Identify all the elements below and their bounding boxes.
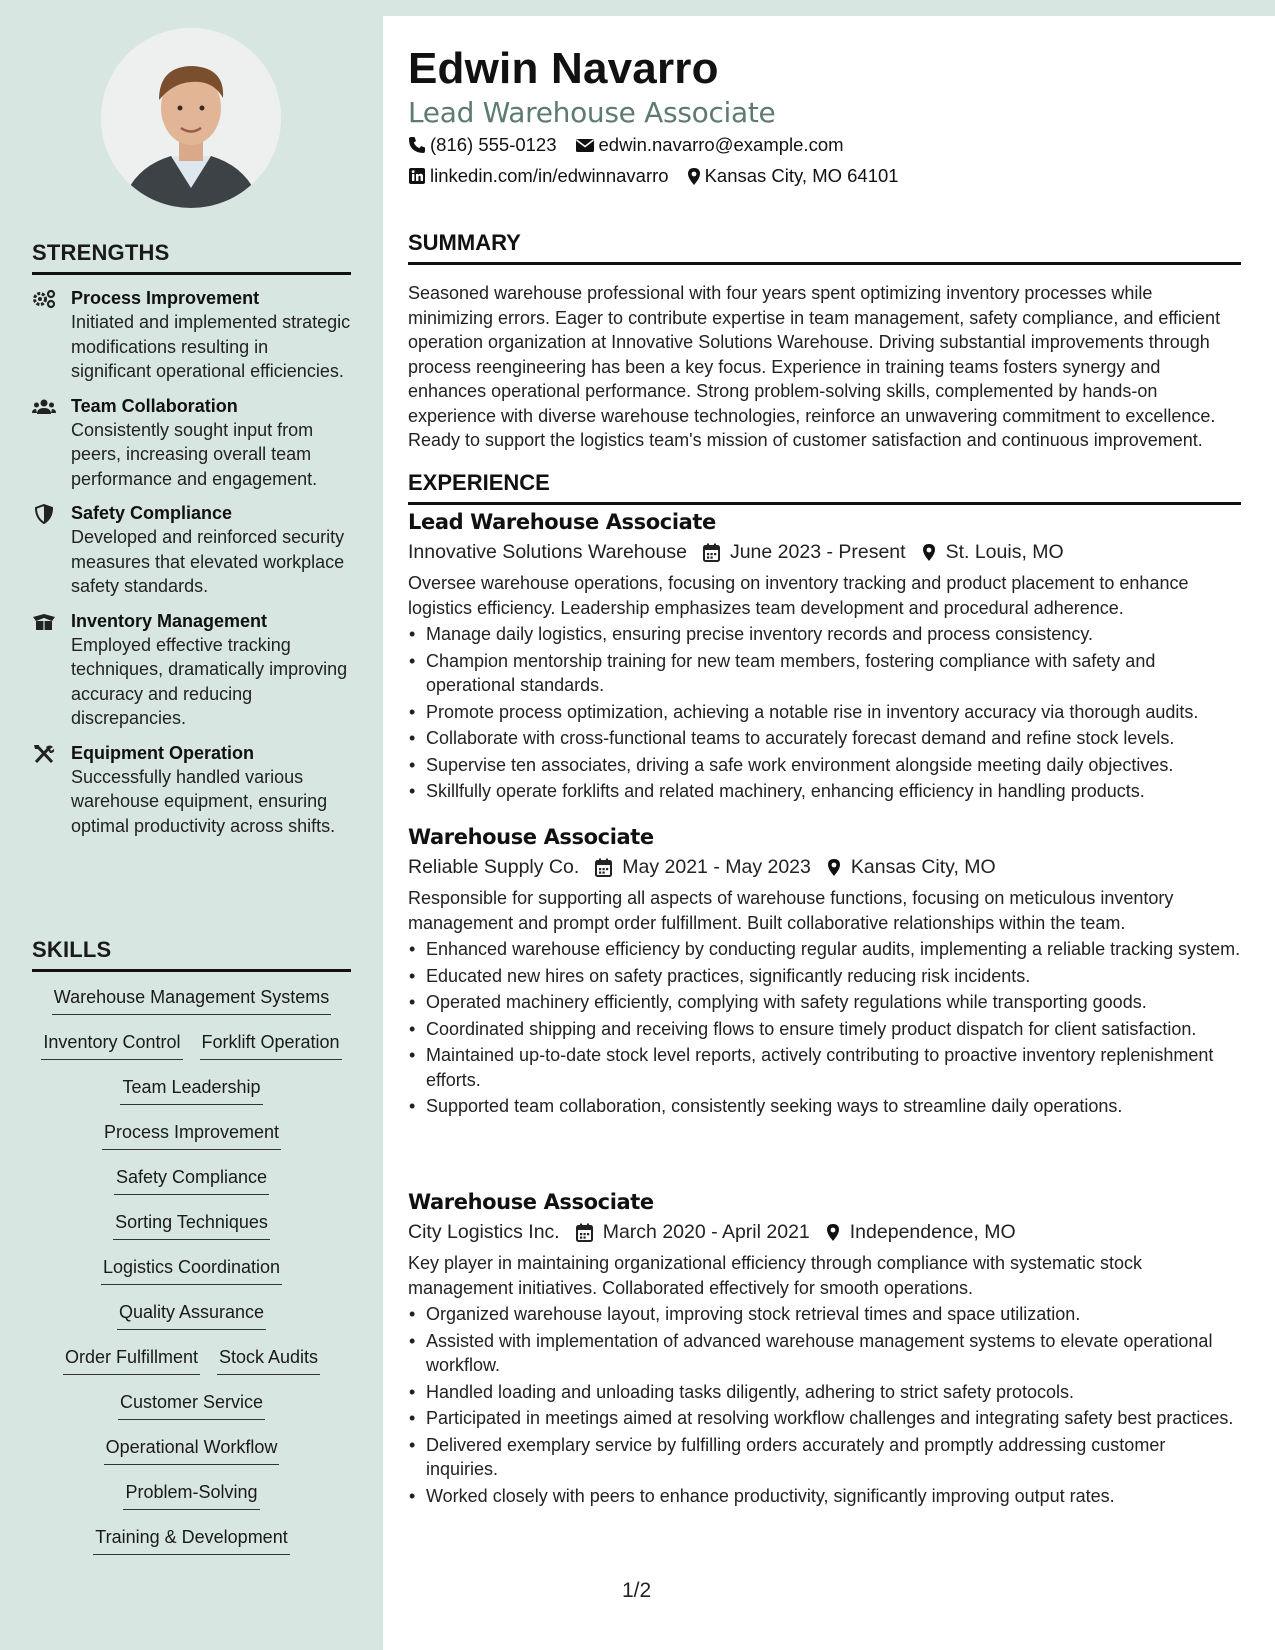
skill-tag: Stock Audits: [217, 1345, 320, 1375]
job-bullet: • Supported team collaboration, consistently seeking ways to streamline daily operations.: [408, 1094, 1241, 1119]
contact-row: [408, 134, 862, 156]
location-contact: [687, 165, 899, 187]
job-bullet: • Skillfully operate forklifts and related machinery, enhancing efficiency in handling products.: [408, 779, 1241, 804]
job-bullet: • Operated machinery efficiently, complying with safety regulations while transporting goods.: [408, 990, 1241, 1015]
job-bullet: • Worked closely with peers to enhance productivity, significantly improving output rates.: [408, 1484, 1241, 1509]
strengths-list: [32, 286, 351, 848]
summary-text: Seasoned warehouse professional with four years spent optimizing inventory processes while minimizing errors. Eager to contribute expertise in team management, safety compliance, and efficient operation organization at Innovative Solutions Warehouse. Driving substantial improvements through process reengineering has been a key focus. Experience in training teams fosters synergy and enhances operational performance. Strong problem-solving skills, complemented by hands-on experience with diverse warehouse technologies, reinforce an unwavering commitment to excellence. Ready to support the logistics team's mission of customer satisfaction and continuous improvement.: [408, 283, 1221, 450]
job-company: City Logistics Inc.: [408, 1221, 560, 1243]
job-dates: June 2023 - Present: [729, 541, 906, 563]
job-bullets: [408, 1302, 1241, 1508]
tools-icon: [32, 744, 56, 764]
summary-heading: SUMMARY: [408, 230, 1241, 265]
location-text: Kansas City, MO 64101: [704, 165, 899, 186]
linkedin-icon: [408, 167, 426, 185]
job-bullet: • Supervise ten associates, driving a safe work environment alongside meeting daily objectives.: [408, 753, 1241, 778]
envelope-icon: [575, 137, 595, 153]
shield-icon: [32, 504, 56, 524]
phone-contact[interactable]: [408, 134, 557, 156]
job-bullet: • Handled loading and unloading tasks diligently, adhering to strict safety protocols.: [408, 1380, 1241, 1405]
sidebar: [0, 0, 383, 1650]
strength-item: [32, 741, 351, 839]
job-bullet: • Assisted with implementation of advanced warehouse management systems to elevate operational workflow.: [408, 1329, 1241, 1378]
skill-tag: Process Improvement: [102, 1120, 281, 1150]
calendar-icon: [576, 1223, 593, 1242]
linkedin-contact[interactable]: [408, 165, 669, 187]
users-icon: [32, 397, 56, 417]
job-bullets: [408, 622, 1241, 804]
skill-tag: Forklift Operation: [200, 1030, 342, 1060]
strength-title: Equipment Operation: [71, 742, 255, 763]
skill-tag: Quality Assurance: [117, 1300, 266, 1330]
job-location: St. Louis, MO: [945, 541, 1064, 563]
job-role: Warehouse Associate: [408, 825, 654, 849]
job-company: Innovative Solutions Warehouse: [408, 541, 687, 563]
job-entry: [408, 508, 1241, 804]
email-contact[interactable]: [575, 134, 844, 156]
strength-item: [32, 394, 351, 492]
strength-item: [32, 286, 351, 384]
strengths-heading: STRENGTHS: [32, 240, 351, 275]
job-description: Key player in maintaining organizational efficiency through compliance with systematic stock management initiatives. Collaborated effectively for smooth operations.: [408, 1253, 1143, 1298]
job-bullet: • Manage daily logistics, ensuring precise inventory records and process consistency.: [408, 622, 1241, 647]
skills-heading: SKILLS: [32, 937, 351, 972]
profile-photo: [101, 28, 281, 208]
job-bullet: • Maintained up-to-date stock level reports, actively contributing to proactive inventory replenishment efforts.: [408, 1043, 1241, 1092]
profile-title: Lead Warehouse Associate: [408, 96, 776, 129]
box-open-icon: [32, 612, 56, 632]
skill-tag: Warehouse Management Systems: [52, 985, 331, 1015]
skill-tag: Problem-Solving: [123, 1480, 259, 1510]
job-dates: March 2020 - April 2021: [602, 1221, 810, 1243]
job-meta: [408, 539, 1241, 565]
job-location: Kansas City, MO: [850, 856, 996, 878]
profile-name: Edwin Navarro: [408, 44, 719, 93]
job-role: Lead Warehouse Associate: [408, 510, 716, 534]
skill-tag: Inventory Control: [41, 1030, 182, 1060]
map-pin-icon: [826, 1223, 840, 1242]
skill-tag: Training & Development: [93, 1525, 289, 1555]
job-entry: [408, 1188, 1241, 1508]
strength-desc: Successfully handled various warehouse equipment, ensuring optimal productivity across shifts.: [71, 766, 336, 836]
skill-tag: Order Fulfillment: [63, 1345, 200, 1375]
job-bullet: • Organized warehouse layout, improving stock retrieval times and space utilization.: [408, 1302, 1241, 1327]
skill-tag: Logistics Coordination: [101, 1255, 282, 1285]
job-location: Independence, MO: [849, 1221, 1016, 1243]
job-bullet: • Champion mentorship training for new team members, fostering compliance with safety and operational standards.: [408, 649, 1241, 698]
calendar-icon: [703, 543, 720, 562]
job-meta: [408, 854, 1241, 880]
contact-row-2: [408, 165, 917, 187]
job-bullet: • Educated new hires on safety practices, significantly reducing risk incidents.: [408, 964, 1241, 989]
job-entry: [408, 823, 1241, 1119]
job-description: Responsible for supporting all aspects of warehouse functions, focusing on meticulous inventory management and prompt order fulfillment. Built collaborative relationships within the team.: [408, 888, 1174, 933]
skill-tag: Operational Workflow: [104, 1435, 280, 1465]
job-bullet: • Promote process optimization, achieving a notable rise in inventory accuracy via thorough audits.: [408, 700, 1241, 725]
job-bullets: [408, 937, 1241, 1119]
skill-tag: Customer Service: [118, 1390, 265, 1420]
job-bullet: • Collaborate with cross-functional teams to accurately forecast demand and refine stock levels.: [408, 726, 1241, 751]
job-bullet: • Participated in meetings aimed at resolving workflow challenges and integrating safety best practices.: [408, 1406, 1241, 1431]
strength-item: [32, 501, 351, 599]
skill-tag: Team Leadership: [120, 1075, 262, 1105]
strength-title: Team Collaboration: [71, 395, 238, 416]
job-description: Oversee warehouse operations, focusing on inventory tracking and product placement to enhance logistics efficiency. Leadership emphasizes team development and procedural adherence.: [408, 573, 1189, 618]
map-pin-icon: [687, 167, 701, 186]
strength-title: Safety Compliance: [71, 503, 233, 523]
job-bullet: • Delivered exemplary service by fulfilling orders accurately and promptly addressing customer inquiries.: [408, 1433, 1241, 1482]
skills-list: [32, 985, 351, 1570]
job-meta: [408, 1219, 1241, 1245]
strength-desc: Employed effective tracking techniques, dramatically improving accuracy and reducing discrepancies.: [71, 634, 348, 728]
map-pin-icon: [922, 543, 936, 562]
phone-text: (816) 555-0123: [430, 134, 557, 155]
job-bullet: • Enhanced warehouse efficiency by conducting regular audits, implementing a reliable tracking system.: [408, 937, 1241, 962]
strength-desc: Initiated and implemented strategic modifications resulting in significant operational efficiencies.: [71, 312, 351, 381]
skill-tag: Sorting Techniques: [113, 1210, 270, 1240]
gears-icon: [32, 289, 56, 309]
map-pin-icon: [827, 858, 841, 877]
strength-item: [32, 609, 351, 731]
job-role: Warehouse Associate: [408, 1190, 654, 1214]
skill-tag: Safety Compliance: [114, 1165, 269, 1195]
experience-heading: EXPERIENCE: [408, 470, 1241, 505]
job-bullet: • Coordinated shipping and receiving flows to ensure timely product dispatch for client satisfaction.: [408, 1017, 1241, 1042]
strength-title: Inventory Management: [71, 610, 268, 631]
phone-icon: [408, 136, 426, 154]
linkedin-text: linkedin.com/in/edwinnavarro: [430, 165, 669, 186]
strength-desc: Consistently sought input from peers, increasing overall team performance and engagement.: [71, 419, 318, 489]
calendar-icon: [595, 858, 612, 877]
main-content: [383, 16, 1275, 1650]
strength-title: Process Improvement: [71, 288, 260, 308]
email-text: edwin.navarro@example.com: [598, 134, 844, 155]
page-number: 1/2: [622, 1579, 652, 1602]
strength-desc: Developed and reinforced security measures that elevated workplace safety standards.: [71, 527, 345, 596]
job-dates: May 2021 - May 2023: [622, 856, 811, 878]
job-company: Reliable Supply Co.: [408, 856, 580, 878]
